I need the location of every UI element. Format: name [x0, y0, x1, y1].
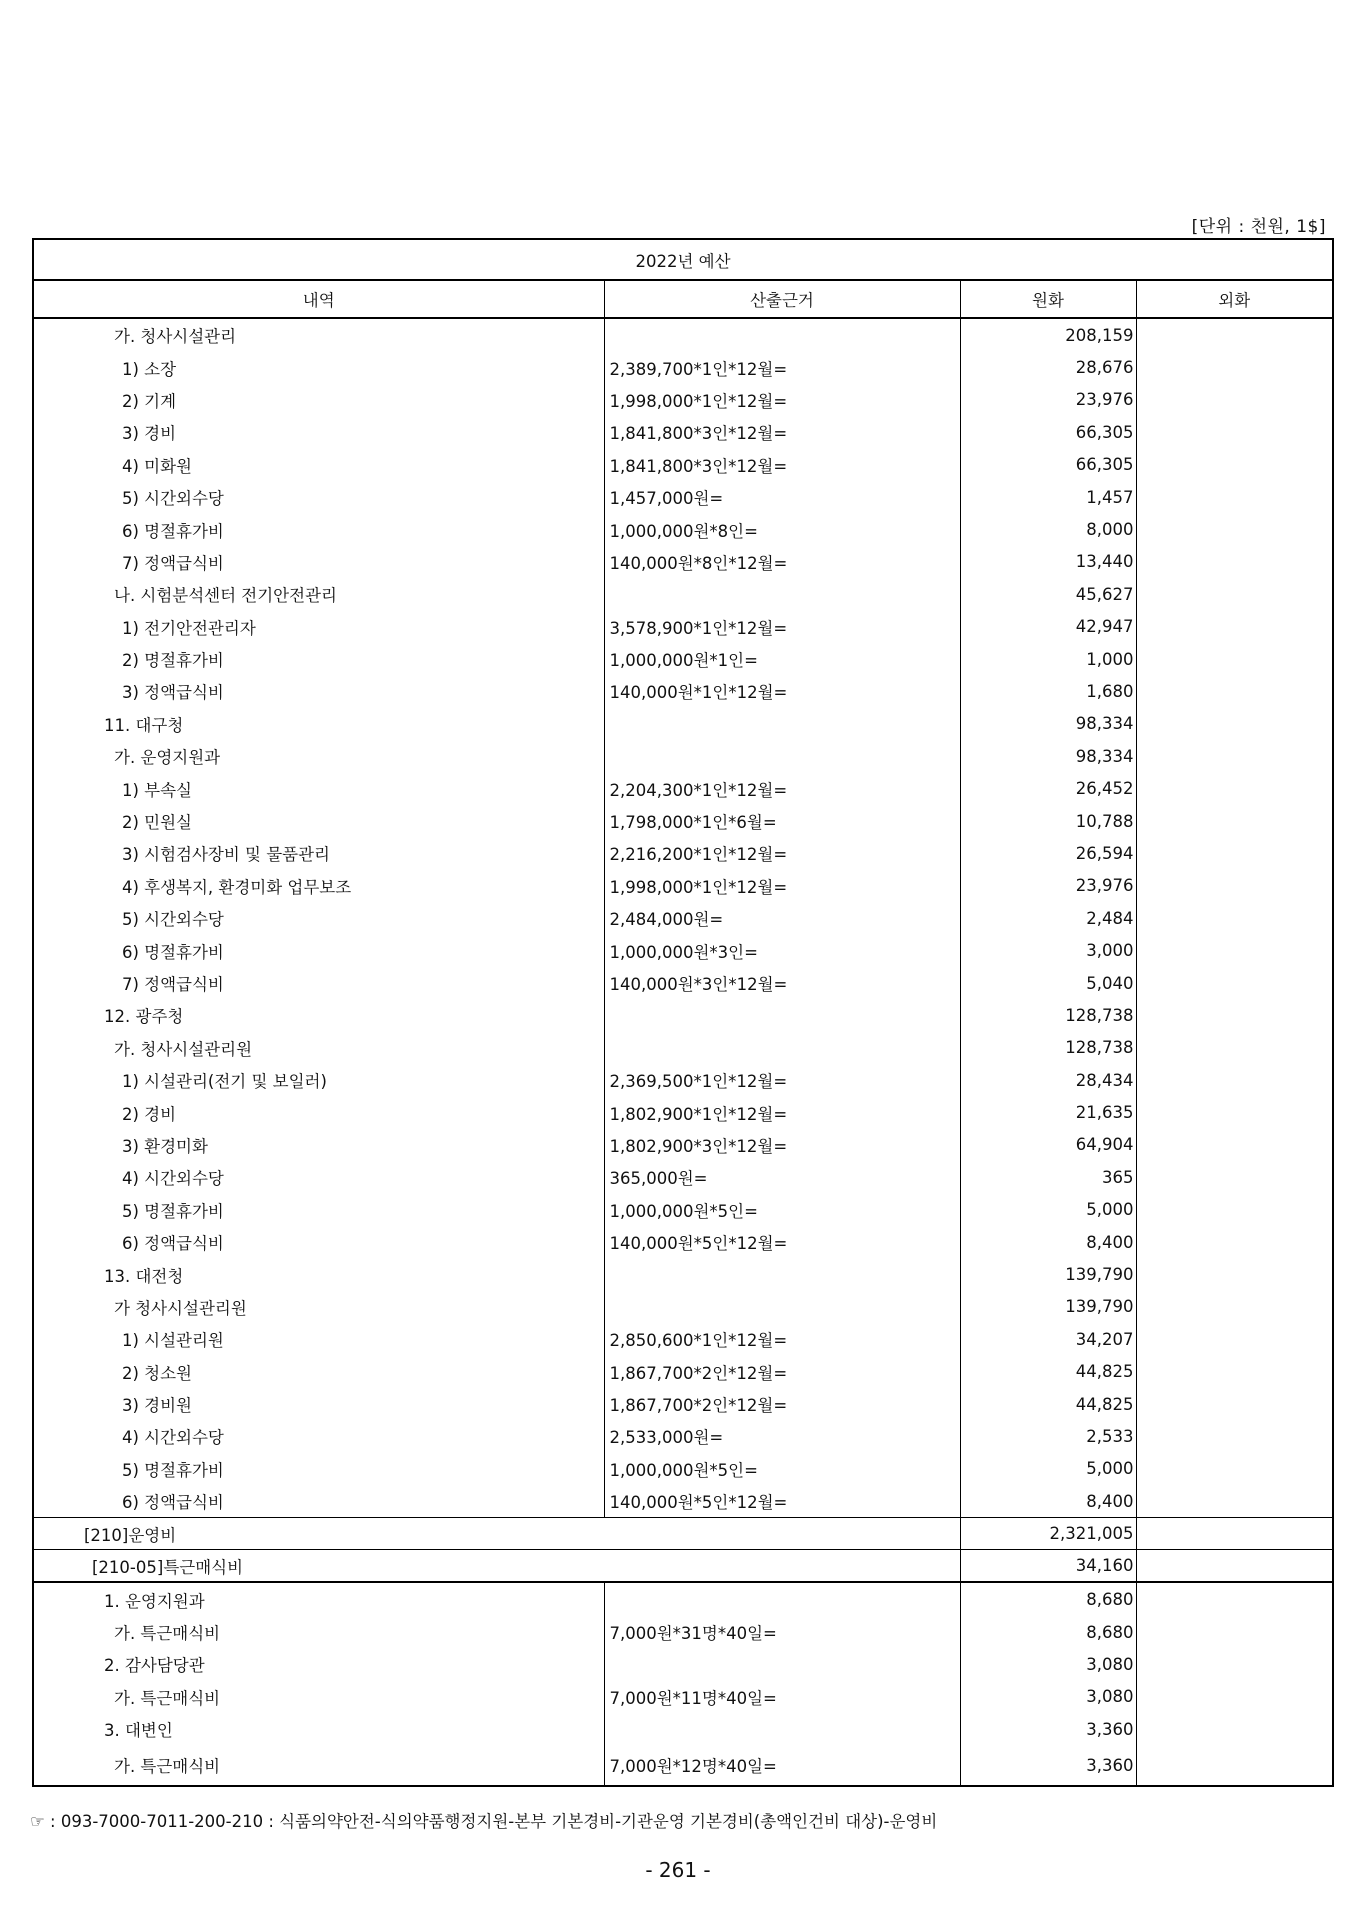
row-foreign — [1136, 1681, 1333, 1713]
row-foreign — [1136, 1291, 1333, 1323]
row-basis: 140,000원*3인*12월= — [604, 967, 960, 999]
row-foreign — [1136, 513, 1333, 545]
table-row — [33, 611, 1333, 643]
row-won: 8,000 — [960, 513, 1136, 545]
row-foreign — [1136, 1323, 1333, 1355]
row-foreign — [1136, 675, 1333, 707]
row-won: 5,040 — [960, 967, 1136, 999]
header-won: 원화 — [960, 280, 1136, 318]
row-detail: 7) 정액급식비 — [33, 546, 604, 578]
row-foreign — [1136, 870, 1333, 902]
row-foreign — [1136, 1420, 1333, 1452]
row-detail: 1) 소장 — [33, 351, 604, 383]
row-foreign — [1136, 902, 1333, 934]
row-foreign — [1136, 740, 1333, 772]
row-basis — [604, 318, 960, 351]
row-won: 2,484 — [960, 902, 1136, 934]
row-detail: 6) 명절휴가비 — [33, 513, 604, 545]
row-foreign — [1136, 546, 1333, 578]
row-foreign — [1136, 351, 1333, 383]
row-foreign — [1136, 1582, 1333, 1615]
row-foreign — [1136, 318, 1333, 351]
row-detail: 나. 시험분석센터 전기안전관리 — [33, 578, 604, 610]
row-basis: 1,841,800*3인*12월= — [604, 449, 960, 481]
row-won: 3,080 — [960, 1648, 1136, 1680]
row-won: 26,452 — [960, 772, 1136, 804]
row-won: 139,790 — [960, 1291, 1136, 1323]
row-detail: 3. 대변인 — [33, 1713, 604, 1745]
row-basis: 2,216,200*1인*12월= — [604, 837, 960, 869]
row-basis — [604, 708, 960, 740]
table-row — [33, 318, 1333, 351]
row-basis: 1,998,000*1인*12월= — [604, 870, 960, 902]
table-row — [33, 708, 1333, 740]
row-detail: 5) 시간외수당 — [33, 481, 604, 513]
row-won: 8,400 — [960, 1485, 1136, 1518]
row-foreign — [1136, 578, 1333, 610]
row-won: 128,738 — [960, 999, 1136, 1031]
section-foreign — [1136, 1550, 1333, 1583]
row-foreign — [1136, 643, 1333, 675]
row-basis: 140,000원*8인*12월= — [604, 546, 960, 578]
row-detail: 가. 청사시설관리 — [33, 318, 604, 351]
row-won: 365 — [960, 1161, 1136, 1193]
row-detail: 6) 명절휴가비 — [33, 934, 604, 966]
row-detail: 2) 경비 — [33, 1096, 604, 1128]
page-number: - 261 - — [645, 1858, 711, 1882]
row-foreign — [1136, 772, 1333, 804]
row-won: 10,788 — [960, 805, 1136, 837]
row-detail: 5) 명절휴가비 — [33, 1453, 604, 1485]
row-won: 13,440 — [960, 546, 1136, 578]
row-basis: 1,000,000원*5인= — [604, 1453, 960, 1485]
header-foreign: 외화 — [1136, 280, 1333, 318]
table-row — [33, 1032, 1333, 1064]
row-foreign — [1136, 1258, 1333, 1290]
row-detail: 1) 전기안전관리자 — [33, 611, 604, 643]
table-row — [33, 449, 1333, 481]
row-detail: 1. 운영지원과 — [33, 1582, 604, 1615]
row-foreign — [1136, 1096, 1333, 1128]
row-foreign — [1136, 967, 1333, 999]
table-row — [33, 513, 1333, 545]
row-basis: 1,802,900*1인*12월= — [604, 1096, 960, 1128]
row-detail: 7) 정액급식비 — [33, 967, 604, 999]
row-detail: 2) 명절휴가비 — [33, 643, 604, 675]
row-detail: 3) 환경미화 — [33, 1129, 604, 1161]
table-row — [33, 870, 1333, 902]
row-won: 64,904 — [960, 1129, 1136, 1161]
unit-label: [단위 : 천원, 1$] — [1191, 217, 1326, 237]
row-foreign — [1136, 1226, 1333, 1258]
row-won: 1,000 — [960, 643, 1136, 675]
row-basis: 1,998,000*1인*12월= — [604, 384, 960, 416]
row-basis: 1,000,000원*1인= — [604, 643, 960, 675]
table-row — [33, 1681, 1333, 1713]
row-basis: 1,000,000원*3인= — [604, 934, 960, 966]
row-detail: 11. 대구청 — [33, 708, 604, 740]
section-row — [33, 1550, 1333, 1583]
footnote: ☞ : 093-7000-7011-200-210 : 식품의약안전-식의약품행정지원-본부 기본경비-기관운영 기본경비(총액인건비 대상)-운영비 — [30, 1812, 938, 1831]
table-row — [33, 1291, 1333, 1323]
row-basis: 1,798,000*1인*6월= — [604, 805, 960, 837]
row-foreign — [1136, 999, 1333, 1031]
row-basis — [604, 1291, 960, 1323]
row-foreign — [1136, 1032, 1333, 1064]
table-row — [33, 1356, 1333, 1388]
row-foreign — [1136, 1453, 1333, 1485]
table-row — [33, 1713, 1333, 1745]
row-basis: 3,578,900*1인*12월= — [604, 611, 960, 643]
row-won: 3,360 — [960, 1745, 1136, 1786]
row-won: 1,680 — [960, 675, 1136, 707]
row-detail: 가. 특근매식비 — [33, 1681, 604, 1713]
section-won: 2,321,005 — [960, 1518, 1136, 1550]
row-won: 44,825 — [960, 1388, 1136, 1420]
table-row — [33, 999, 1333, 1031]
row-won: 26,594 — [960, 837, 1136, 869]
row-basis: 1,802,900*3인*12월= — [604, 1129, 960, 1161]
row-foreign — [1136, 1064, 1333, 1096]
row-basis — [604, 1582, 960, 1615]
row-basis: 1,000,000원*8인= — [604, 513, 960, 545]
row-foreign — [1136, 708, 1333, 740]
table-title: 2022년 예산 — [33, 239, 1333, 280]
row-foreign — [1136, 1485, 1333, 1518]
row-detail: 1) 시설관리(전기 및 보일러) — [33, 1064, 604, 1096]
table-row — [33, 1194, 1333, 1226]
row-won: 23,976 — [960, 384, 1136, 416]
table-row — [33, 578, 1333, 610]
row-basis: 7,000원*11명*40일= — [604, 1681, 960, 1713]
row-won: 208,159 — [960, 318, 1136, 351]
row-foreign — [1136, 1388, 1333, 1420]
row-won: 1,457 — [960, 481, 1136, 513]
row-basis — [604, 999, 960, 1031]
row-won: 66,305 — [960, 416, 1136, 448]
table-row — [33, 934, 1333, 966]
row-basis: 2,533,000원= — [604, 1420, 960, 1452]
section-label: [210-05]특근매식비 — [33, 1550, 960, 1583]
row-won: 3,000 — [960, 934, 1136, 966]
table-row — [33, 1453, 1333, 1485]
table-row — [33, 481, 1333, 513]
row-foreign — [1136, 837, 1333, 869]
row-won: 44,825 — [960, 1356, 1136, 1388]
row-detail: 가. 청사시설관리원 — [33, 1032, 604, 1064]
row-detail: 3) 정액급식비 — [33, 675, 604, 707]
row-won: 2,533 — [960, 1420, 1136, 1452]
row-won: 3,360 — [960, 1713, 1136, 1745]
row-won: 5,000 — [960, 1453, 1136, 1485]
table-row — [33, 1388, 1333, 1420]
row-foreign — [1136, 934, 1333, 966]
row-detail: 가. 특근매식비 — [33, 1745, 604, 1786]
row-detail: 5) 명절휴가비 — [33, 1194, 604, 1226]
table-row — [33, 1226, 1333, 1258]
row-detail: 4) 시간외수당 — [33, 1161, 604, 1193]
row-won: 3,080 — [960, 1681, 1136, 1713]
row-foreign — [1136, 449, 1333, 481]
table-row — [33, 1258, 1333, 1290]
row-won: 21,635 — [960, 1096, 1136, 1128]
row-foreign — [1136, 1129, 1333, 1161]
section-won: 34,160 — [960, 1550, 1136, 1583]
row-basis: 1,000,000원*5인= — [604, 1194, 960, 1226]
row-won: 128,738 — [960, 1032, 1136, 1064]
row-won: 23,976 — [960, 870, 1136, 902]
row-basis: 2,389,700*1인*12월= — [604, 351, 960, 383]
row-basis: 1,867,700*2인*12월= — [604, 1356, 960, 1388]
table-row — [33, 546, 1333, 578]
row-won: 8,680 — [960, 1616, 1136, 1648]
row-basis: 140,000원*5인*12월= — [604, 1485, 960, 1518]
row-basis — [604, 1032, 960, 1064]
table-row — [33, 805, 1333, 837]
row-detail: 3) 경비 — [33, 416, 604, 448]
table-row — [33, 1161, 1333, 1193]
row-won: 5,000 — [960, 1194, 1136, 1226]
row-basis: 7,000원*31명*40일= — [604, 1616, 960, 1648]
table-row — [33, 1129, 1333, 1161]
row-basis: 2,850,600*1인*12월= — [604, 1323, 960, 1355]
row-detail: 4) 후생복지, 환경미화 업무보조 — [33, 870, 604, 902]
row-won: 28,434 — [960, 1064, 1136, 1096]
row-basis — [604, 578, 960, 610]
table-row — [33, 967, 1333, 999]
row-foreign — [1136, 1616, 1333, 1648]
row-basis — [604, 1713, 960, 1745]
table-row — [33, 351, 1333, 383]
row-won: 139,790 — [960, 1258, 1136, 1290]
row-foreign — [1136, 1648, 1333, 1680]
row-detail: 3) 경비원 — [33, 1388, 604, 1420]
table-row — [33, 1420, 1333, 1452]
row-basis: 140,000원*5인*12월= — [604, 1226, 960, 1258]
table-row — [33, 416, 1333, 448]
table-title-row — [33, 239, 1333, 280]
table-row — [33, 1745, 1333, 1786]
row-foreign — [1136, 384, 1333, 416]
row-detail: 2. 감사담당관 — [33, 1648, 604, 1680]
table-row — [33, 384, 1333, 416]
row-detail: 3) 시험검사장비 및 물품관리 — [33, 837, 604, 869]
row-won: 8,680 — [960, 1582, 1136, 1615]
row-basis: 1,867,700*2인*12월= — [604, 1388, 960, 1420]
row-foreign — [1136, 1194, 1333, 1226]
row-basis — [604, 740, 960, 772]
row-detail: 가 청사시설관리원 — [33, 1291, 604, 1323]
row-won: 66,305 — [960, 449, 1136, 481]
row-detail: 2) 청소원 — [33, 1356, 604, 1388]
table-row — [33, 675, 1333, 707]
row-foreign — [1136, 416, 1333, 448]
header-detail: 내역 — [33, 280, 604, 318]
row-won: 28,676 — [960, 351, 1136, 383]
row-foreign — [1136, 611, 1333, 643]
row-foreign — [1136, 1745, 1333, 1786]
row-won: 98,334 — [960, 708, 1136, 740]
table-row — [33, 1064, 1333, 1096]
row-detail: 6) 정액급식비 — [33, 1226, 604, 1258]
table-row — [33, 1582, 1333, 1615]
row-detail: 5) 시간외수당 — [33, 902, 604, 934]
row-detail: 2) 기계 — [33, 384, 604, 416]
table-row — [33, 740, 1333, 772]
table-row — [33, 837, 1333, 869]
row-detail: 1) 부속실 — [33, 772, 604, 804]
table-row — [33, 772, 1333, 804]
row-basis: 7,000원*12명*40일= — [604, 1745, 960, 1786]
row-basis: 2,204,300*1인*12월= — [604, 772, 960, 804]
row-detail: 2) 민원실 — [33, 805, 604, 837]
table-row — [33, 1616, 1333, 1648]
table-row — [33, 902, 1333, 934]
row-basis: 140,000원*1인*12월= — [604, 675, 960, 707]
row-foreign — [1136, 805, 1333, 837]
row-foreign — [1136, 1161, 1333, 1193]
row-detail: 12. 광주청 — [33, 999, 604, 1031]
row-detail: 가. 운영지원과 — [33, 740, 604, 772]
row-foreign — [1136, 1356, 1333, 1388]
row-won: 45,627 — [960, 578, 1136, 610]
row-detail: 4) 미화원 — [33, 449, 604, 481]
row-basis: 365,000원= — [604, 1161, 960, 1193]
header-basis: 산출근거 — [604, 280, 960, 318]
row-basis — [604, 1258, 960, 1290]
row-won: 34,207 — [960, 1323, 1136, 1355]
row-won: 98,334 — [960, 740, 1136, 772]
table-row — [33, 1648, 1333, 1680]
row-detail: 1) 시설관리원 — [33, 1323, 604, 1355]
table-row — [33, 1323, 1333, 1355]
row-detail: 13. 대전청 — [33, 1258, 604, 1290]
table-row — [33, 1485, 1333, 1518]
section-row — [33, 1518, 1333, 1550]
budget-table — [32, 238, 1334, 1787]
row-detail: 가. 특근매식비 — [33, 1616, 604, 1648]
row-won: 42,947 — [960, 611, 1136, 643]
row-foreign — [1136, 1713, 1333, 1745]
row-basis: 1,841,800*3인*12월= — [604, 416, 960, 448]
row-basis — [604, 1648, 960, 1680]
row-basis: 2,369,500*1인*12월= — [604, 1064, 960, 1096]
row-basis: 2,484,000원= — [604, 902, 960, 934]
section-foreign — [1136, 1518, 1333, 1550]
table-header-row — [33, 280, 1333, 318]
row-foreign — [1136, 481, 1333, 513]
row-detail: 4) 시간외수당 — [33, 1420, 604, 1452]
section-label: [210]운영비 — [33, 1518, 960, 1550]
row-basis: 1,457,000원= — [604, 481, 960, 513]
row-won: 8,400 — [960, 1226, 1136, 1258]
table-row — [33, 643, 1333, 675]
row-detail: 6) 정액급식비 — [33, 1485, 604, 1518]
table-row — [33, 1096, 1333, 1128]
